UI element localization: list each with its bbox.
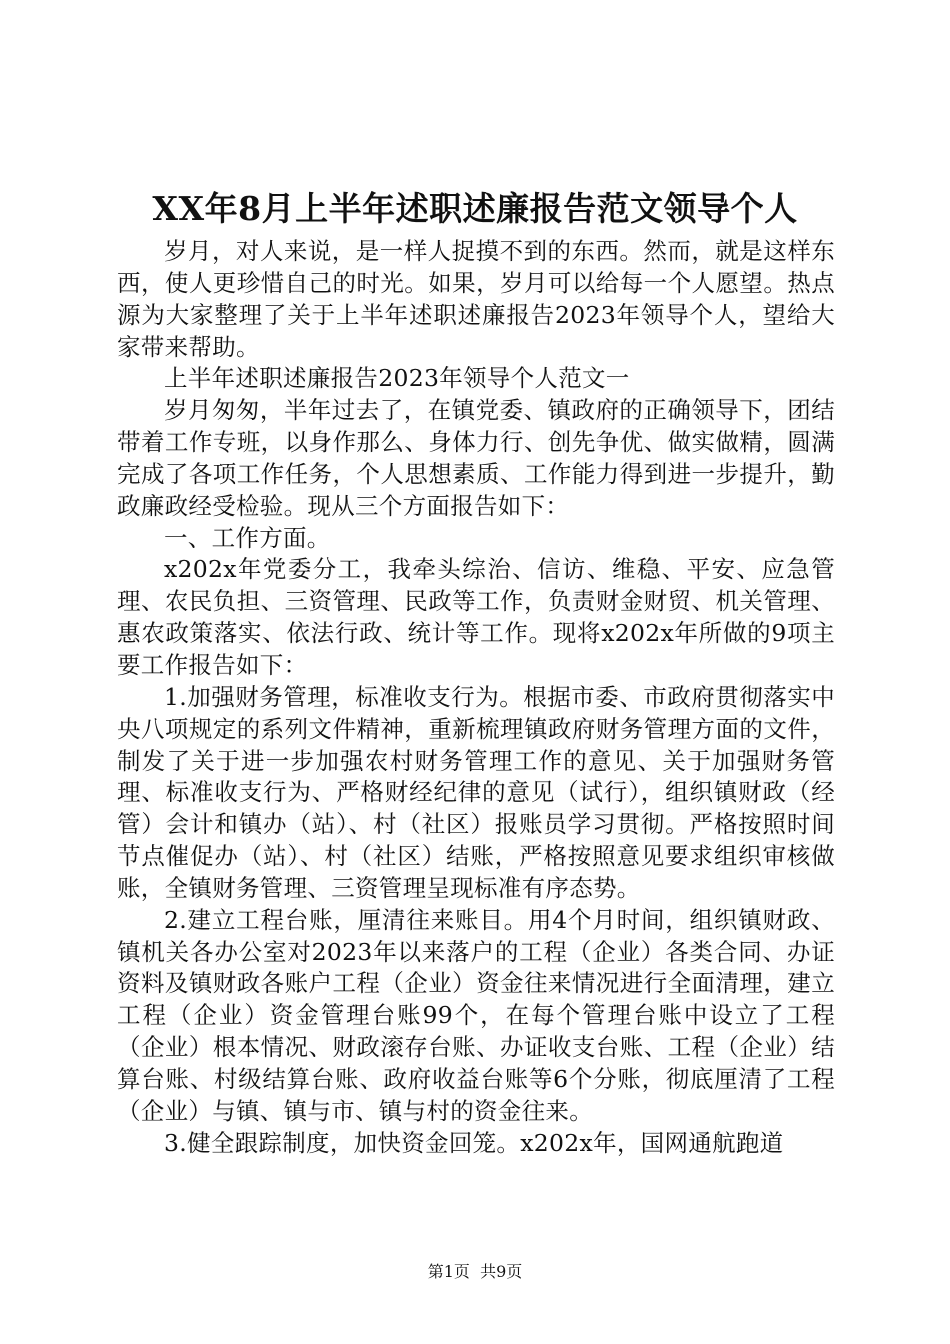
page-number: 第1页 [427, 1262, 470, 1281]
document-body [117, 236, 835, 1159]
document-title: XX年8月上半年述职述廉报告范文领导个人 [152, 189, 798, 228]
paragraph-duties: x202x年党委分工，我牵头综治、信访、维稳、平安、应急管理、农民负担、三资管理、民政等工作，负责财金财贸、机关管理、惠农政策落实、依法行政、统计等工作。现将x202x年所做的9项主要工作报告如下： [117, 555, 835, 679]
page-footer [0, 1260, 950, 1284]
paragraph-intro: 岁月，对人来说，是一样人捉摸不到的东西。然而，就是这样东西，使人更珍惜自己的时光。如果，岁月可以给每一个人愿望。热点源为大家整理了关于上半年述职述廉报告2023年领导个人，望给大家带来帮助。 [117, 237, 835, 361]
paragraph-item-1: 1.加强财务管理，标准收支行为。根据市委、市政府贯彻落实中央八项规定的系列文件精神，重新梳理镇政府财务管理方面的文件，制发了关于进一步加强农村财务管理工作的意见、关于加强财务管理、标准收支行为、严格财经纪律的意见（试行），组织镇财政（经管）会计和镇办（站）、村（社区）报账员学习贯彻。严格按照时间节点催促办（站）、村（社区）结账，严格按照意见要求组织审核做账，全镇财务管理、三资管理呈现标准有序态势。 [117, 682, 835, 902]
paragraph-item-3: 3.健全跟踪制度，加快资金回笼。x202x年，国网通航跑道 [164, 1128, 784, 1157]
paragraph-overview: 岁月匆匆，半年过去了，在镇党委、镇政府的正确领导下，团结带着工作专班，以身作那么、身体力行、创先争优、做实做精，圆满完成了各项工作任务，个人思想素质、工作能力得到进一步提升，勤政廉政经受检验。现从三个方面报告如下： [117, 396, 835, 520]
paragraph-work-heading: 一、工作方面。 [164, 523, 331, 552]
page-total: 共9页 [480, 1262, 523, 1281]
paragraph-section-heading: 上半年述职述廉报告2023年领导个人范文一 [164, 364, 630, 393]
paragraph-item-2: 2.建立工程台账，厘清往来账目。用4个月时间，组织镇财政、镇机关各办公室对2023年以来落户的工程（企业）各类合同、办证资料及镇财政各账户工程（企业）资金往来情况进行全面清理，建立工程（企业）资金管理台账99个，在每个管理台账中设立了工程（企业）根本情况、财政滚存台账、办证收支台账、工程（企业）结算台账、村级结算台账、政府收益台账等6个分账，彻底厘清了工程（企业）与镇、镇与市、镇与村的资金往来。 [117, 905, 835, 1125]
